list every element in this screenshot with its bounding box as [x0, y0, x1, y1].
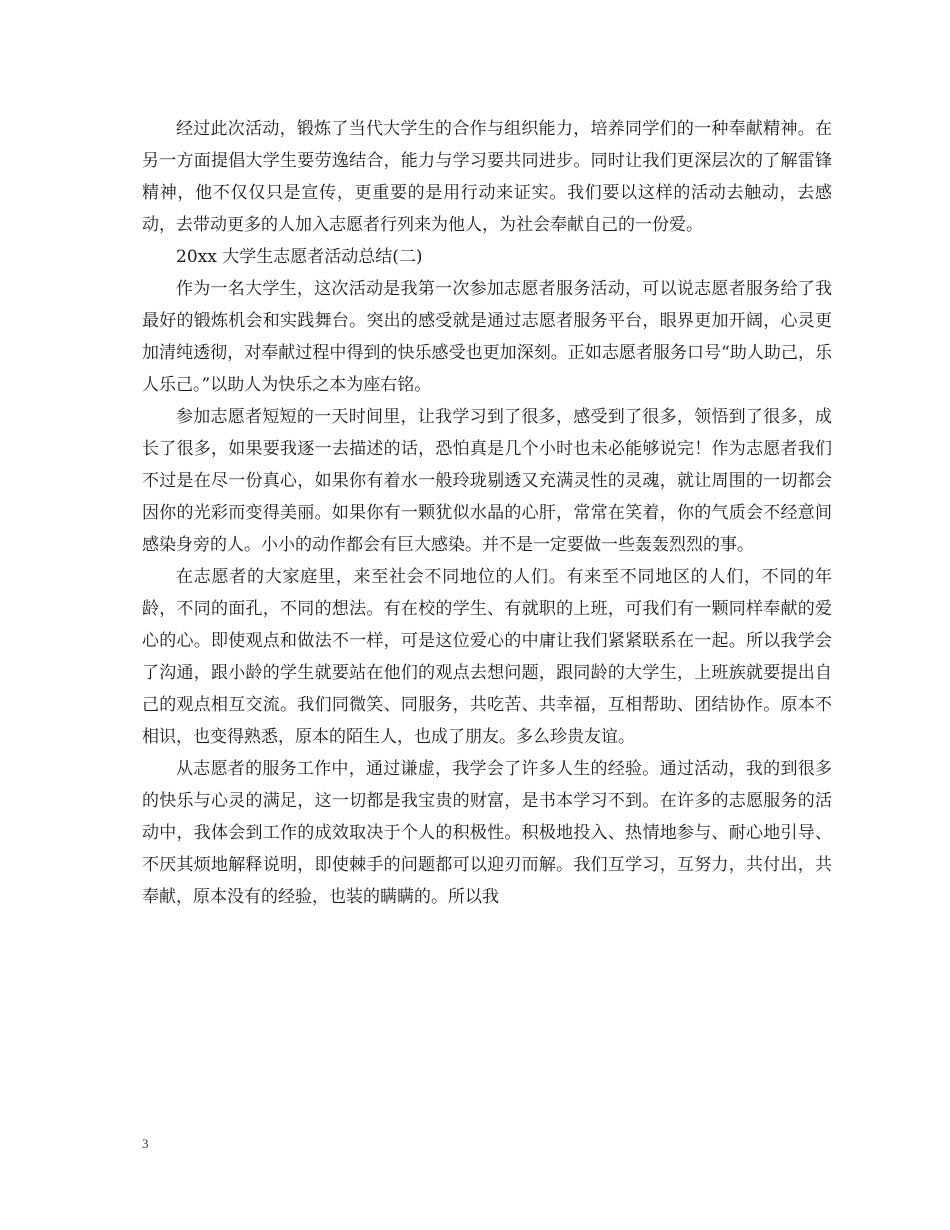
section-heading: 20xx 大学生志愿者活动总结(二) [176, 247, 423, 267]
paragraph-1: 经过此次活动，锻炼了当代大学生的合作与组织能力，培养同学们的一种奉献精神。在另一方面提倡大学生要劳逸结合，能力与学习要共同进步。同时让我们更深层次的了解雷锋精神，他不仅仅只是宣传，更重要的是用行动来证实。我们要以这样的活动去触动，去感动，去带动更多的人加入志愿者行列来为他人，为社会奉献自己的一份爱。 [142, 119, 832, 235]
paragraph-4: 在志愿者的大家庭里，来至社会不同地位的人们。有来至不同地区的人们，不同的年龄，不同的面孔，不同的想法。有在校的学生、有就职的上班，可我们有一颗同样奉献的爱心的心。即使观点和做法不一样，可是这位爱心的中庸让我们紧紧联系在一起。所以我学会了沟通，跟小龄的学生就要站在他们的观点去想问题，跟同龄的大学生，上班族就要提出自己的观点相互交流。我们同微笑、同服务，共吃苦、共幸福，互相帮助、团结协作。原本不相识，也变得熟悉，原本的陌生人，也成了朋友。多么珍贵友谊。 [142, 567, 832, 747]
paragraph-2: 作为一名大学生，这次活动是我第一次参加志愿者服务活动，可以说志愿者服务给了我最好的锻炼机会和实践舞台。突出的感受就是通过志愿者服务平台，眼界更加开阔，心灵更加清纯透彻，对奉献过程中得到的快乐感受也更加深刻。正如志愿者服务口号“助人助己，乐人乐己。”以助人为快乐之本为座右铭。 [142, 279, 832, 395]
paragraph-5: 从志愿者的服务工作中，通过谦虚，我学会了许多人生的经验。通过活动，我的到很多的快乐与心灵的满足，这一切都是我宝贵的财富，是书本学习不到。在许多的志愿服务的活动中，我体会到工作的成效取决于个人的积极性。积极地投入、热情地参与、耐心地引导、不厌其烦地解释说明，即使棘手的问题都可以迎刃而解。我们互学习，互努力，共付出，共奉献，原本没有的经验，也装的瞒瞒的。所以我 [142, 759, 832, 907]
paragraph-3: 参加志愿者短短的一天时间里，让我学习到了很多，感受到了很多，领悟到了很多，成长了很多，如果要我逐一去描述的话，恐怕真是几个小时也未必能够说完！作为志愿者我们不过是在尽一份真心，如果你有着水一般玲珑剔透又充满灵性的灵魂，就让周围的一切都会因你的光彩而变得美丽。如果你有一颗犹似水晶的心肝，常常在笑着，你的气质会不经意间感染身旁的人。小小的动作都会有巨大感染。并不是一定要做一些轰轰烈烈的事。 [142, 407, 832, 555]
page-number: 3 [142, 1136, 149, 1151]
document-body [142, 113, 832, 913]
